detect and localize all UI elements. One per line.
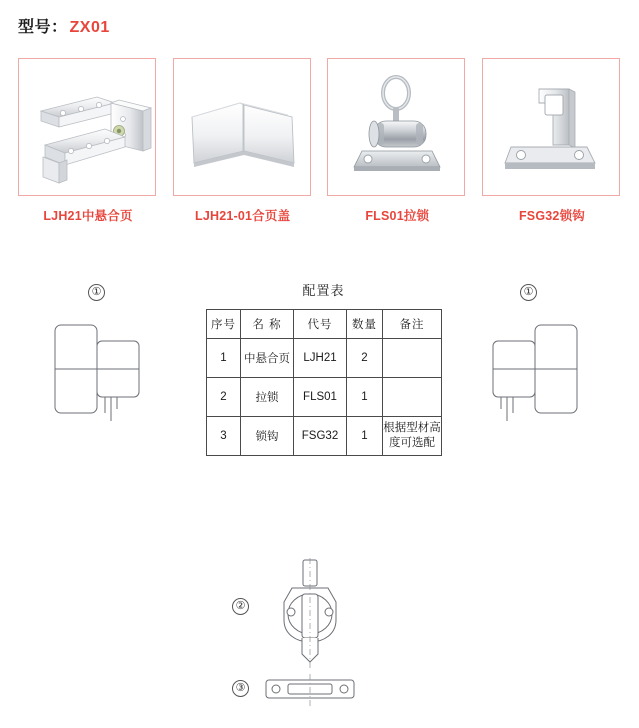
cell-name: 拉锁 xyxy=(241,378,294,417)
product-card xyxy=(482,58,622,224)
marker-keeper xyxy=(232,678,249,697)
product-card-row xyxy=(18,58,622,224)
product-caption: LJH21中悬合页 xyxy=(43,209,133,223)
table-row xyxy=(207,378,442,417)
table-header-cell: 代号 xyxy=(294,310,347,339)
pull-latch-photo-frame xyxy=(327,58,465,196)
config-table xyxy=(206,309,442,456)
cell-remark xyxy=(383,378,442,417)
cell-qty: 1 xyxy=(347,417,383,456)
keeper-drawing-svg xyxy=(262,674,372,710)
cell-no: 3 xyxy=(207,417,241,456)
lock-hook-photo-frame xyxy=(482,58,620,196)
latch-drawing-svg xyxy=(262,558,372,668)
hinge-line-drawing-left xyxy=(45,313,155,428)
hinge-assembly-photo-frame xyxy=(18,58,156,196)
cell-qty: 2 xyxy=(347,339,383,378)
cell-no: 1 xyxy=(207,339,241,378)
product-caption: LJH21-01合页盖 xyxy=(195,209,291,223)
cell-no: 2 xyxy=(207,378,241,417)
marker-badge: ① xyxy=(520,284,537,301)
hinge-assembly-photo xyxy=(19,59,156,196)
page-title-model: ZX01 xyxy=(69,19,110,36)
page-title xyxy=(18,14,110,37)
lock-hook-photo xyxy=(483,59,620,196)
hinge-drawing-right-svg xyxy=(477,313,587,428)
cell-name: 中悬合页 xyxy=(241,339,294,378)
cell-name: 锁钩 xyxy=(241,417,294,456)
marker-right-hinge xyxy=(520,282,537,301)
config-table-title: 配置表 xyxy=(302,283,345,298)
keeper-line-drawing xyxy=(262,674,372,710)
hinge-cover-photo xyxy=(174,59,311,196)
table-header-cell: 序号 xyxy=(207,310,241,339)
latch-line-drawing xyxy=(262,558,372,668)
cell-remark: 根据型材高度可选配 xyxy=(383,417,442,456)
cell-code: LJH21 xyxy=(294,339,347,378)
marker-badge: ② xyxy=(232,598,249,615)
marker-left-hinge xyxy=(88,282,105,301)
hinge-drawing-left-svg xyxy=(45,313,155,428)
product-card xyxy=(327,58,467,224)
marker-badge: ① xyxy=(88,284,105,301)
hinge-cover-photo-frame xyxy=(173,58,311,196)
product-caption: FLS01拉锁 xyxy=(365,209,430,223)
table-header-row xyxy=(207,310,442,339)
table-header-cell: 数量 xyxy=(347,310,383,339)
marker-badge: ③ xyxy=(232,680,249,697)
page-title-label: 型号： xyxy=(18,19,68,36)
cell-code: FSG32 xyxy=(294,417,347,456)
product-caption: FSG32锁钩 xyxy=(518,209,585,223)
pull-latch-photo xyxy=(328,59,465,196)
marker-latch xyxy=(232,596,249,615)
hinge-line-drawing-right xyxy=(477,313,587,428)
cell-remark xyxy=(383,339,442,378)
table-header-cell: 备注 xyxy=(383,310,442,339)
product-card xyxy=(18,58,158,224)
table-row xyxy=(207,339,442,378)
cell-qty: 1 xyxy=(347,378,383,417)
product-card xyxy=(173,58,313,224)
cell-code: FLS01 xyxy=(294,378,347,417)
config-table-block xyxy=(206,280,441,456)
table-row xyxy=(207,417,442,456)
table-header-cell: 名 称 xyxy=(241,310,294,339)
